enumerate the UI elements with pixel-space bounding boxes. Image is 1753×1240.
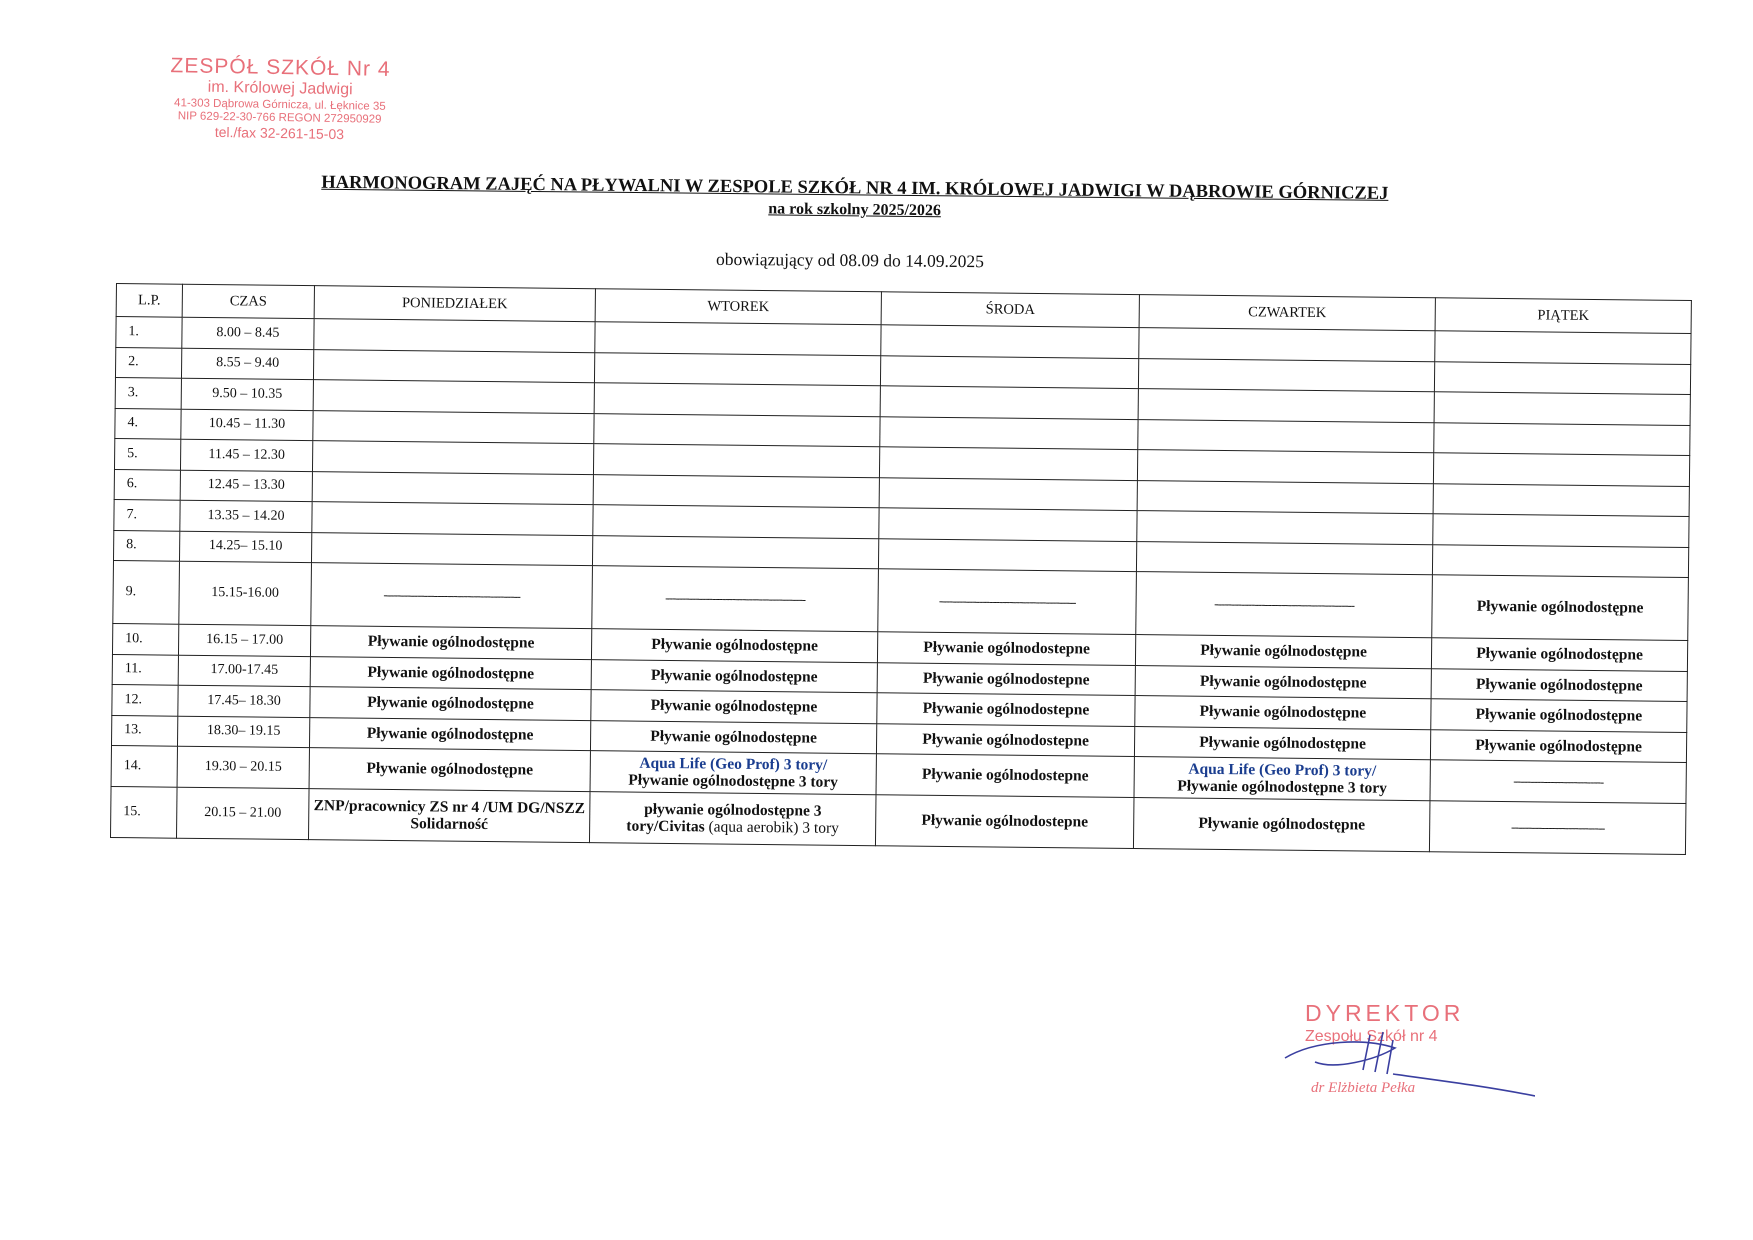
cell-tuesday-line-1: pływanie ogólnodostępne 3 [644, 800, 822, 820]
cell-wednesday: Pływanie ogólnodostepne [876, 754, 1134, 798]
cell-thursday [1134, 757, 1430, 801]
cell-wednesday [880, 355, 1138, 388]
cell-monday [313, 410, 594, 444]
cell-lp: 9. [113, 560, 180, 624]
cell-thursday: Pływanie ogólnodostępne [1135, 696, 1431, 730]
cell-time: 8.00 – 8.45 [182, 317, 314, 349]
cell-monday: Pływanie ogólnodostępne [309, 748, 590, 792]
cell-lp: 5. [114, 438, 180, 469]
header-friday: PIĄTEK [1435, 298, 1691, 334]
cell-wednesday: Pływanie ogólnodostepne [877, 632, 1135, 665]
stamp-line-5: tel./fax 32-261-15-03 [214, 123, 345, 143]
handwritten-signature-icon [1275, 1000, 1535, 1110]
cell-wednesday: Pływanie ogólnodostepne [876, 723, 1134, 756]
cell-time: 12.45 – 13.30 [180, 470, 312, 502]
cell-monday [312, 471, 593, 505]
cell-tuesday [593, 505, 879, 539]
document-subtitle: na rok szkolny 2025/2026 [768, 200, 942, 220]
cell-time: 18.30– 19.15 [177, 716, 309, 748]
director-signature-stamp [1275, 1000, 1535, 1110]
cell-time: 11.45 – 12.30 [180, 439, 312, 471]
cell-wednesday [880, 386, 1138, 419]
cell-lp: 10. [112, 623, 178, 654]
cell-tuesday [594, 383, 880, 417]
cell-lp: 4. [115, 408, 181, 439]
cell-monday [313, 349, 594, 383]
cell-time: 15.15-16.00 [179, 561, 312, 625]
cell-time: 16.15 – 17.00 [178, 624, 310, 656]
cell-time: 20.15 – 21.00 [176, 787, 309, 839]
stamp-line-4: NIP 629-22-30-766 REGON 272950929 [177, 109, 382, 126]
cell-time: 10.45 – 11.30 [181, 409, 313, 441]
cell-thursday: Pływanie ogólnodostępne [1135, 665, 1431, 699]
cell-tuesday [589, 792, 876, 846]
cell-wednesday [879, 447, 1137, 480]
cell-friday: ---------------------------- [1429, 801, 1686, 855]
cell-friday: --------------------------- [1430, 760, 1686, 804]
cell-tuesday: Pływanie ogólnodostępne [591, 690, 877, 724]
cell-lp: 6. [114, 469, 180, 500]
cell-thursday: ------------------------------------------ [1136, 572, 1433, 638]
cell-lp: 12. [112, 684, 178, 715]
cell-tuesday [593, 474, 879, 508]
cell-tuesday-line-2: tory/Civitas [626, 817, 705, 836]
cell-friday [1434, 392, 1690, 425]
cell-monday [313, 380, 594, 414]
signature-name: dr Elżbieta Pełka [1311, 1080, 1416, 1096]
cell-friday [1433, 453, 1689, 486]
cell-thursday [1138, 358, 1434, 392]
cell-thursday [1137, 511, 1433, 545]
cell-friday: Pływanie ogólnodostępne [1431, 668, 1687, 701]
cell-time: 8.55 – 9.40 [181, 348, 313, 380]
cell-time: 9.50 – 10.35 [181, 378, 313, 410]
cell-friday [1435, 331, 1691, 364]
cell-wednesday [878, 538, 1136, 571]
cell-friday: Pływanie ogólnodostępne [1431, 699, 1687, 732]
cell-tuesday: Pływanie ogólnodostępne [591, 659, 877, 693]
stamp-line-3: 41-303 Dąbrowa Górnicza, ul. Łęknice 35 [174, 96, 386, 113]
cell-monday: ----------------------------------------- [311, 563, 593, 629]
document-title: HARMONOGRAM ZAJĘĆ NA PŁYWALNI W ZESPOLE SZKÓŁ NR 4 IM. KRÓLOWEJ JADWIGI W DĄBROWIE GÓRNICZEJ [321, 172, 1389, 204]
cell-time: 19.30 – 20.15 [177, 746, 309, 788]
cell-time: 14.25– 15.10 [179, 531, 311, 563]
cell-wednesday [880, 416, 1138, 449]
validity-period: obowiązujący od 08.09 do 14.09.2025 [716, 248, 984, 272]
signature-title: DYREKTOR [1305, 1000, 1465, 1026]
cell-monday [314, 319, 595, 353]
cell-tuesday [594, 413, 880, 447]
cell-lp: 11. [112, 654, 178, 685]
schedule-table-wrap [110, 283, 1692, 855]
cell-lp: 8. [113, 530, 179, 561]
cell-wednesday: Pływanie ogólnodostepne [877, 662, 1135, 695]
header-wednesday: ŚRODA [881, 292, 1139, 328]
cell-monday: Pływanie ogólnodostępne [309, 717, 590, 751]
cell-lp: 15. [110, 786, 177, 838]
cell-tuesday [592, 535, 878, 569]
cell-thursday [1138, 419, 1434, 453]
cell-thursday-line-2: Pływanie ogólnodostępne 3 tory [1177, 777, 1388, 797]
header-lp: L.P. [116, 284, 182, 318]
cell-monday [312, 502, 593, 536]
signature-institution: Zespołu Szkół nr 4 [1305, 1028, 1438, 1045]
cell-monday: Pływanie ogólnodostępne [310, 626, 591, 660]
cell-lp: 2. [115, 347, 181, 378]
document-heading [250, 172, 1460, 226]
cell-monday: Pływanie ogólnodostępne [310, 687, 591, 721]
cell-wednesday: Pływanie ogólnodostepne [875, 795, 1134, 849]
cell-friday: Pływanie ogólnodostępne [1431, 638, 1687, 671]
cell-thursday [1137, 480, 1433, 514]
cell-wednesday [879, 508, 1137, 541]
cell-tuesday [590, 751, 876, 795]
header-tuesday: WTOREK [595, 289, 881, 325]
cell-thursday [1138, 389, 1434, 423]
cell-time: 13.35 – 14.20 [180, 500, 312, 532]
stamp-line-1: ZESPÓŁ SZKÓŁ Nr 4 [170, 54, 391, 81]
cell-wednesday: Pływanie ogólnodostepne [877, 693, 1135, 726]
cell-tuesday [595, 322, 881, 356]
cell-thursday-line-1: Aqua Life (Geo Prof) 3 tory/ [1188, 760, 1377, 780]
cell-monday [312, 441, 593, 475]
cell-wednesday: ----------------------------------------- [878, 569, 1137, 635]
stamp-line-2: im. Królowej Jadwigi [207, 78, 353, 99]
cell-lp: 7. [114, 499, 180, 530]
cell-friday [1433, 514, 1689, 547]
cell-tuesday [594, 352, 880, 386]
cell-friday [1434, 361, 1690, 394]
cell-friday: Pływanie ogólnodostępne [1432, 575, 1689, 641]
cell-thursday [1137, 450, 1433, 484]
schedule-table [110, 283, 1692, 855]
school-stamp [149, 54, 410, 144]
cell-lp: 14. [111, 745, 177, 787]
cell-friday [1432, 544, 1688, 577]
cell-monday [311, 532, 592, 566]
cell-wednesday [879, 477, 1137, 510]
cell-friday: Pływanie ogólnodostępne [1430, 729, 1686, 762]
cell-monday: ZNP/pracownicy ZS nr 4 /UM DG/NSZZ Solidarność [308, 789, 590, 843]
cell-tuesday: Pływanie ogólnodostępne [591, 629, 877, 663]
cell-thursday: Pływanie ogólnodostępne [1135, 635, 1431, 669]
cell-lp: 1. [116, 317, 182, 348]
cell-tuesday-line-3: (aqua aerobik) 3 tory [708, 818, 840, 837]
cell-lp: 3. [115, 377, 181, 408]
cell-monday: Pływanie ogólnodostępne [310, 656, 591, 690]
cell-thursday: Pływanie ogólnodostępne [1134, 726, 1430, 760]
cell-tuesday [593, 444, 879, 478]
cell-tuesday-line-2: Pływanie ogólnodostępne 3 tory [628, 771, 839, 791]
cell-tuesday: Pływanie ogólnodostępne [590, 720, 876, 754]
header-thursday: CZWARTEK [1139, 295, 1435, 331]
cell-time: 17.00-17.45 [178, 655, 310, 687]
header-monday: PONIEDZIAŁEK [314, 286, 595, 322]
cell-tuesday: ------------------------------------------ [592, 566, 879, 632]
cell-tuesday-line-1: Aqua Life (Geo Prof) 3 tory/ [639, 754, 828, 774]
cell-thursday: Pływanie ogólnodostępne [1133, 798, 1430, 852]
cell-friday [1433, 483, 1689, 516]
cell-friday [1434, 422, 1690, 455]
cell-lp: 13. [111, 715, 177, 746]
cell-thursday [1136, 541, 1432, 575]
cell-time: 17.45– 18.30 [178, 685, 310, 717]
cell-wednesday [881, 325, 1139, 358]
cell-thursday [1139, 328, 1435, 362]
header-time: CZAS [182, 284, 314, 318]
